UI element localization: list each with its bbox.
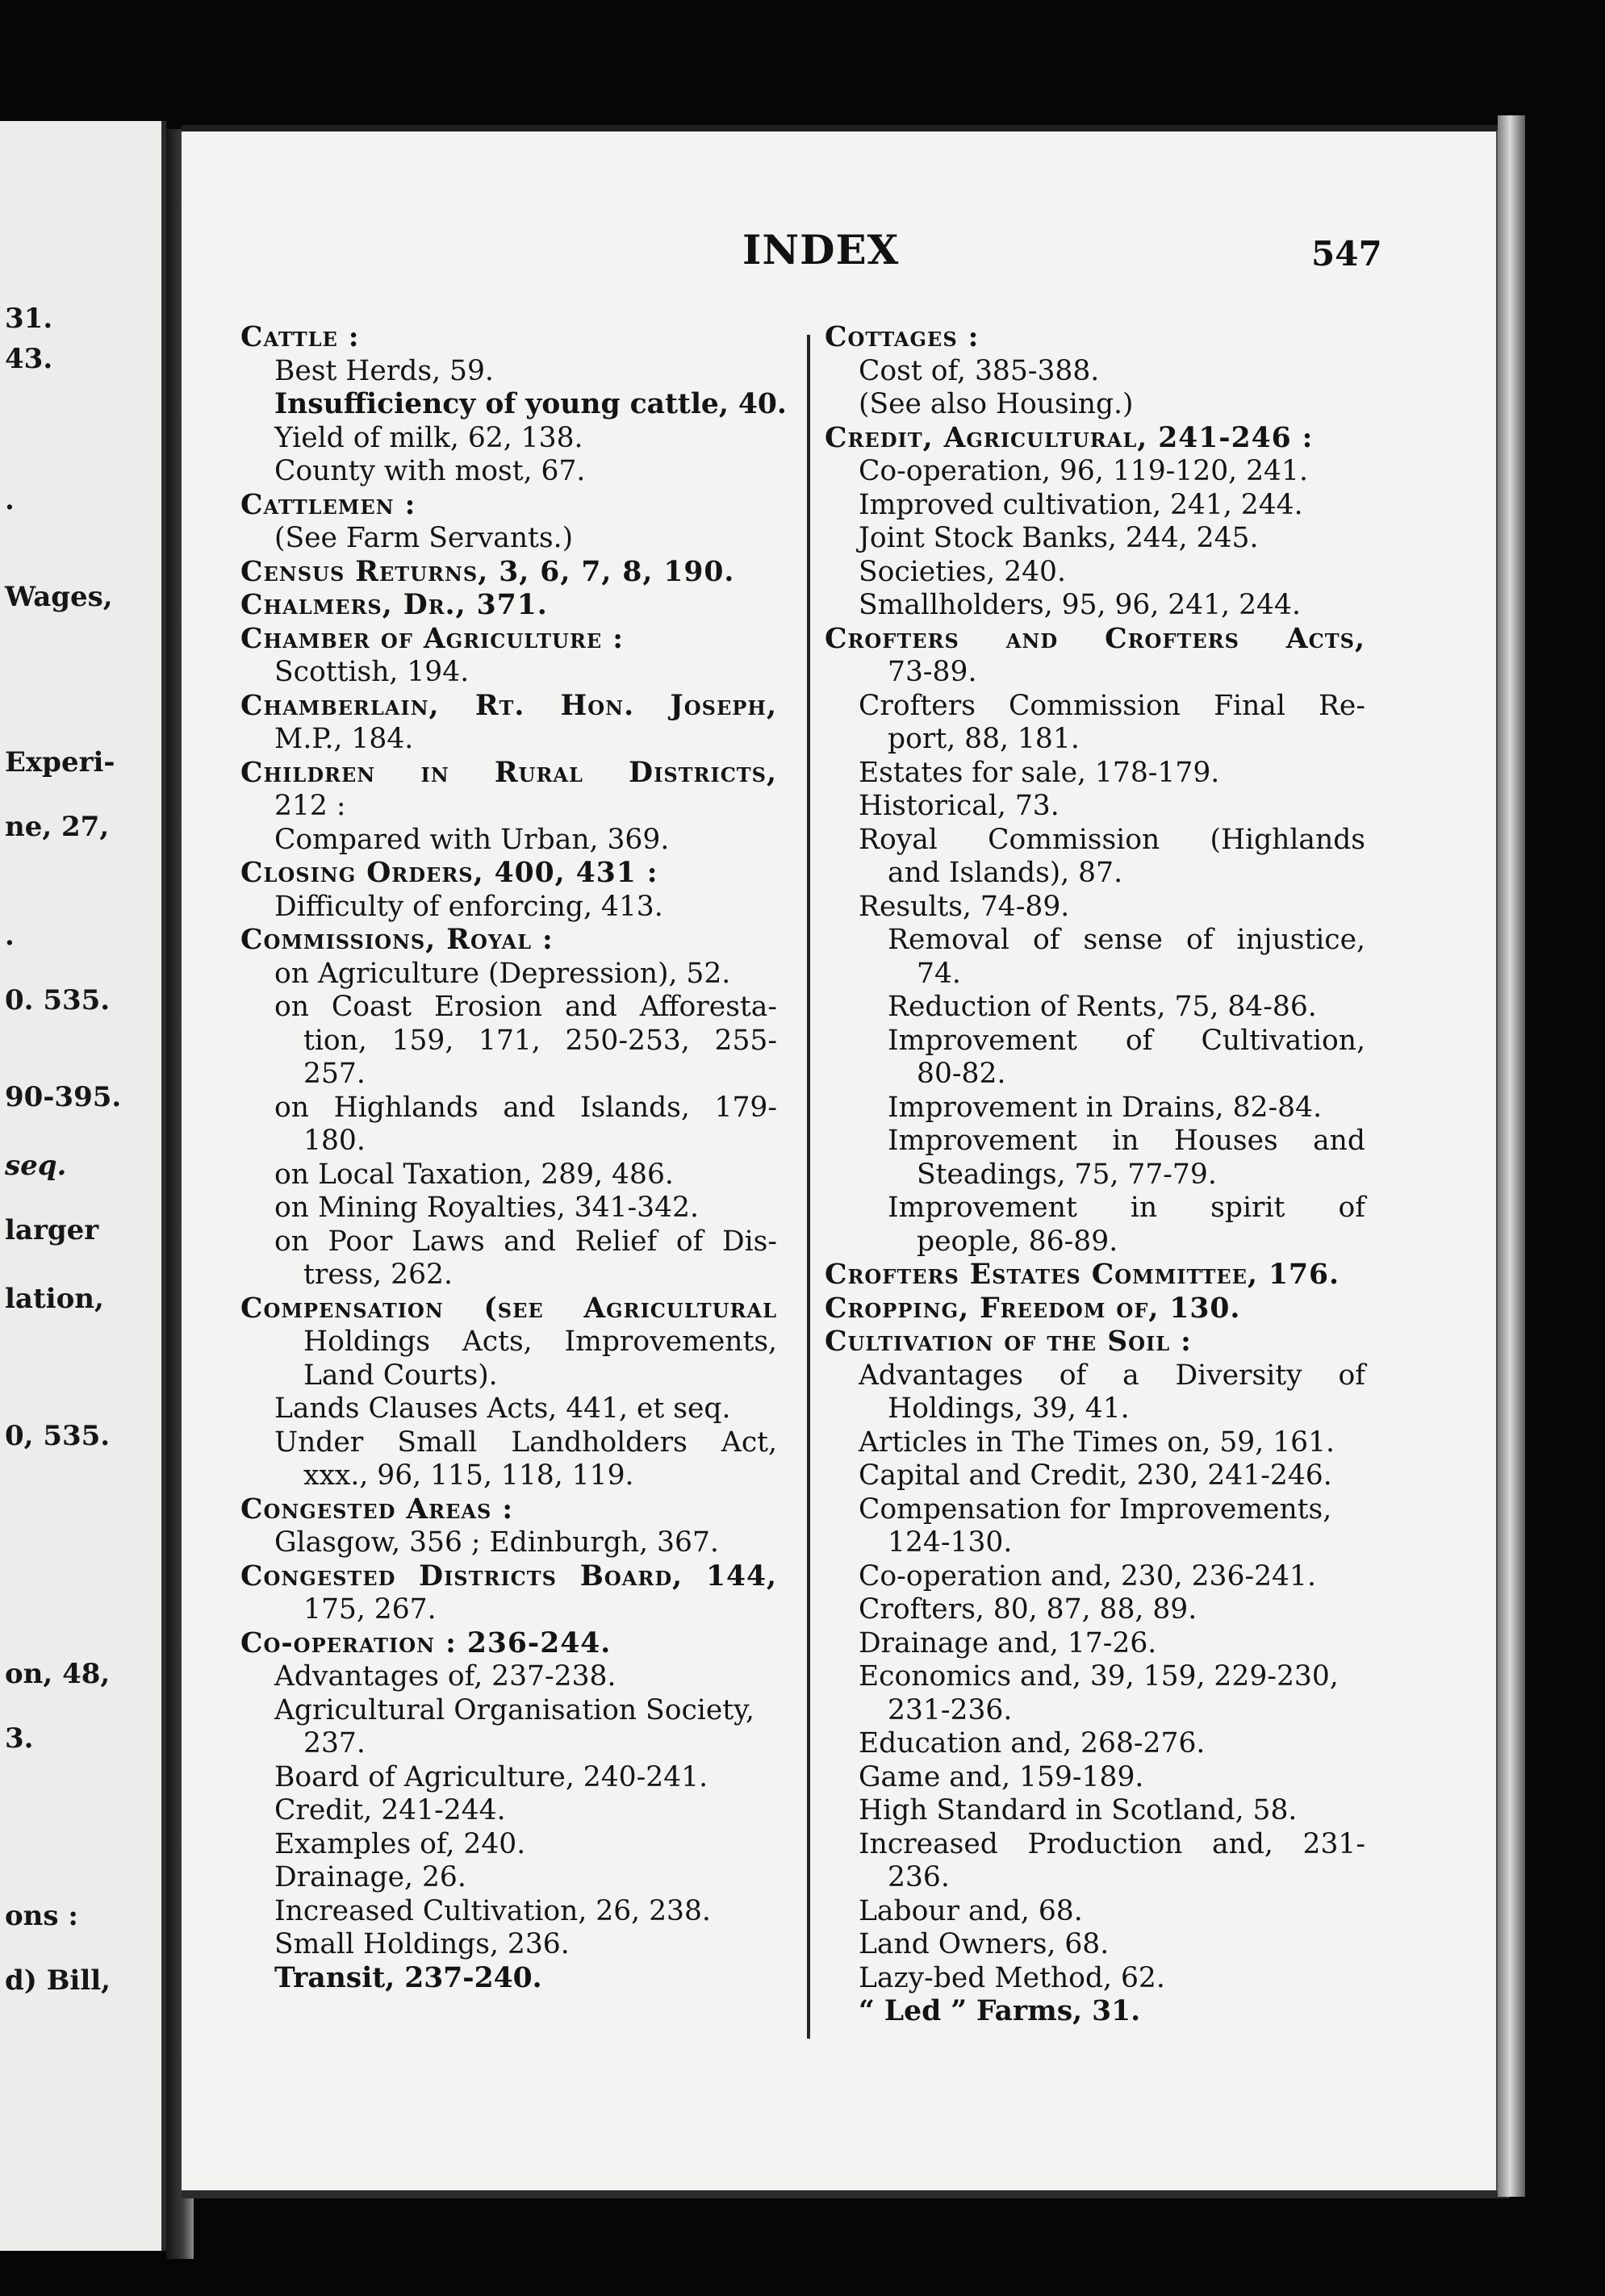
page-number: 547	[1311, 234, 1382, 273]
index-heading: Commissions, Royal :	[240, 924, 554, 956]
index-subentry: on Coast Erosion and Afforesta-	[274, 991, 777, 1023]
index-subentry: 212 :	[274, 790, 346, 822]
index-heading: Chalmers, Dr., 371.	[240, 589, 548, 621]
index-subentry: on Highlands and Islands, 179-	[274, 1091, 777, 1124]
index-subentry: Drainage and, 17-26.	[859, 1626, 1157, 1659]
index-subentry: Increased Cultivation, 26, 238.	[274, 1894, 711, 1927]
index-heading: Cropping, Freedom of, 130.	[825, 1292, 1241, 1325]
index-heading: Chamberlain, Rt. Hon. Joseph,	[240, 689, 777, 722]
previous-page-fragment: 31.	[5, 303, 53, 335]
previous-page-fragment: 0, 535.	[5, 1420, 111, 1452]
index-subentry: Royal Commission (Highlands	[859, 823, 1365, 856]
index-subentry: Holdings, 39, 41.	[888, 1392, 1130, 1425]
index-subentry: Crofters Commission Final Re-	[859, 689, 1365, 722]
index-subentry: Economics and, 39, 159, 229-230,	[859, 1660, 1339, 1693]
index-subentry: Compared with Urban, 369.	[274, 823, 670, 856]
index-heading: Compensation (see Agricultural	[240, 1292, 777, 1325]
index-subentry: Compensation for Improvements,	[859, 1492, 1332, 1526]
index-subentry: Results, 74-89.	[859, 890, 1070, 923]
index-heading: Cattlemen :	[240, 488, 416, 521]
index-subentry: (See also Housing.)	[859, 388, 1134, 420]
previous-page-edge	[0, 121, 166, 2251]
index-subentry: Increased Production and, 231-	[859, 1827, 1365, 1860]
index-subentry: High Standard in Scotland, 58.	[859, 1794, 1298, 1826]
index-subentry: 80-82.	[917, 1058, 1006, 1090]
index-heading: Cultivation of the Soil :	[825, 1325, 1192, 1358]
index-subentry: Joint Stock Banks, 244, 245.	[859, 522, 1259, 554]
index-heading: Crofters Estates Committee, 176.	[825, 1259, 1340, 1291]
index-subentry: 124-130.	[888, 1526, 1013, 1559]
index-subentry: Smallholders, 95, 96, 241, 244.	[859, 589, 1301, 621]
index-subentry: Capital and Credit, 230, 241-246.	[859, 1459, 1332, 1492]
index-subentry: 236.	[888, 1861, 950, 1893]
index-subentry: 73-89.	[888, 656, 977, 688]
index-heading: Cattle :	[240, 321, 360, 353]
previous-page-fragment: 90-395.	[5, 1081, 122, 1113]
previous-page-fragment: ne, 27,	[5, 811, 110, 843]
index-subentry: Removal of sense of injustice,	[888, 924, 1365, 956]
index-subentry: and Islands), 87.	[888, 857, 1123, 889]
index-subentry: Under Small Landholders Act,	[274, 1426, 777, 1459]
index-subentry: Improvement in Houses and	[888, 1125, 1365, 1157]
previous-page-fragment: seq.	[5, 1150, 67, 1182]
index-subentry: Education and, 268-276.	[859, 1727, 1206, 1760]
previous-page-fragment: 43.	[5, 343, 53, 375]
index-subentry: 175, 267.	[303, 1593, 437, 1626]
previous-page-fragment: 0. 535.	[5, 984, 111, 1017]
index-subentry: Examples of, 240.	[274, 1827, 526, 1860]
index-subentry: Advantages of, 237-238.	[274, 1660, 617, 1693]
index-subentry: Transit, 237-240.	[274, 1961, 542, 1994]
index-heading: Cottages :	[825, 321, 980, 353]
index-subentry: Credit, 241-244.	[274, 1794, 506, 1826]
index-subentry: Co-operation and, 230, 236-241.	[859, 1559, 1316, 1593]
index-subentry: 257.	[303, 1058, 366, 1090]
previous-page-fragment: larger	[5, 1214, 99, 1246]
index-subentry: Improvement in spirit of	[888, 1192, 1365, 1224]
index-subentry: on Poor Laws and Relief of Dis-	[274, 1225, 777, 1258]
index-subentry: Land Owners, 68.	[859, 1928, 1110, 1960]
index-subentry: Improvement in Drains, 82-84.	[888, 1091, 1323, 1124]
index-subentry: Scottish, 194.	[274, 656, 470, 688]
index-subentry: Crofters, 80, 87, 88, 89.	[859, 1593, 1197, 1626]
previous-page-fragment: Wages,	[5, 581, 113, 613]
index-subentry: Small Holdings, 236.	[274, 1928, 570, 1960]
index-subentry: Game and, 159-189.	[859, 1760, 1144, 1793]
index-subentry: Labour and, 68.	[859, 1894, 1083, 1927]
index-subentry: Lazy-bed Method, 62.	[859, 1961, 1165, 1994]
index-subentry: Drainage, 26.	[274, 1861, 466, 1893]
index-subentry: Estates for sale, 178-179.	[859, 756, 1220, 789]
index-column-right	[825, 321, 1365, 2029]
index-subentry: Reduction of Rents, 75, 84-86.	[888, 991, 1317, 1023]
index-subentry: Yield of milk, 62, 138.	[274, 421, 583, 454]
index-subentry: Holdings Acts, Improvements,	[303, 1325, 777, 1358]
previous-page-fragment: lation,	[5, 1283, 104, 1315]
index-subentry: on Local Taxation, 289, 486.	[274, 1158, 674, 1191]
index-heading: Crofters and Crofters Acts,	[825, 622, 1365, 655]
index-subentry: Improvement of Cultivation,	[888, 1024, 1365, 1057]
index-subentry: on Agriculture (Depression), 52.	[274, 957, 731, 990]
index-subentry: County with most, 67.	[274, 455, 586, 487]
previous-page-fragment: .	[5, 484, 15, 516]
index-subentry: Improved cultivation, 241, 244.	[859, 488, 1303, 521]
index-subentry: people, 86-89.	[917, 1225, 1118, 1258]
index-column-left	[240, 321, 787, 1995]
index-heading: Children in Rural Districts,	[240, 756, 777, 789]
index-subentry: Land Courts).	[303, 1359, 498, 1392]
index-heading: Credit, Agricultural, 241-246 :	[825, 421, 1314, 454]
index-subentry: 180.	[303, 1125, 366, 1157]
previous-page-fragment: .	[5, 920, 15, 952]
index-subentry: Lands Clauses Acts, 441, et seq.	[274, 1392, 731, 1425]
column-divider	[807, 335, 810, 2039]
index-heading: Closing Orders, 400, 431 :	[240, 857, 658, 889]
previous-page-fragment: d) Bill,	[5, 1964, 111, 1997]
index-subentry: Cost of, 385-388.	[859, 354, 1100, 387]
index-heading: Congested Areas :	[240, 1492, 514, 1526]
index-subentry: Agricultural Organisation Society,	[274, 1693, 754, 1726]
previous-page-fragment: on, 48,	[5, 1658, 111, 1690]
previous-page-fragment: 3.	[5, 1722, 34, 1755]
index-subentry: Co-operation, 96, 119-120, 241.	[859, 455, 1308, 487]
index-subentry: 74.	[917, 957, 961, 990]
index-subentry: Board of Agriculture, 240-241.	[274, 1760, 708, 1793]
index-subentry: Steadings, 75, 77-79.	[917, 1158, 1217, 1191]
index-subentry: “ Led ” Farms, 31.	[859, 1995, 1141, 2027]
index-subentry: Articles in The Times on, 59, 161.	[859, 1426, 1335, 1459]
index-subentry: Insufficiency of young cattle, 40.	[274, 388, 787, 420]
previous-page-fragment: ons :	[5, 1900, 78, 1932]
index-subentry: M.P., 184.	[274, 723, 414, 755]
index-heading: Congested Districts Board, 144,	[240, 1559, 777, 1593]
index-heading: Chamber of Agriculture :	[240, 622, 624, 655]
previous-page-fragment: Experi-	[5, 746, 115, 779]
index-subentry: 231-236.	[888, 1693, 1013, 1726]
index-subentry: port, 88, 181.	[888, 723, 1080, 755]
index-heading: Census Returns, 3, 6, 7, 8, 190.	[240, 555, 735, 588]
index-subentry: Historical, 73.	[859, 790, 1060, 822]
index-subentry: Difficulty of enforcing, 413.	[274, 890, 663, 923]
index-subentry: Best Herds, 59.	[274, 354, 494, 387]
running-title: INDEX	[742, 226, 900, 273]
index-subentry: xxx., 96, 115, 118, 119.	[303, 1459, 634, 1492]
index-subentry: on Mining Royalties, 341-342.	[274, 1192, 699, 1224]
index-subentry: tress, 262.	[303, 1259, 453, 1291]
index-subentry: Advantages of a Diversity of	[859, 1359, 1365, 1392]
index-subentry: 237.	[303, 1727, 366, 1760]
index-subentry: tion, 159, 171, 250-253, 255-	[303, 1024, 777, 1057]
index-subentry: (See Farm Servants.)	[274, 522, 574, 554]
index-subentry: Societies, 240.	[859, 555, 1066, 588]
index-heading: Co-operation : 236-244.	[240, 1626, 612, 1659]
index-subentry: Glasgow, 356 ; Edinburgh, 367.	[274, 1526, 719, 1559]
